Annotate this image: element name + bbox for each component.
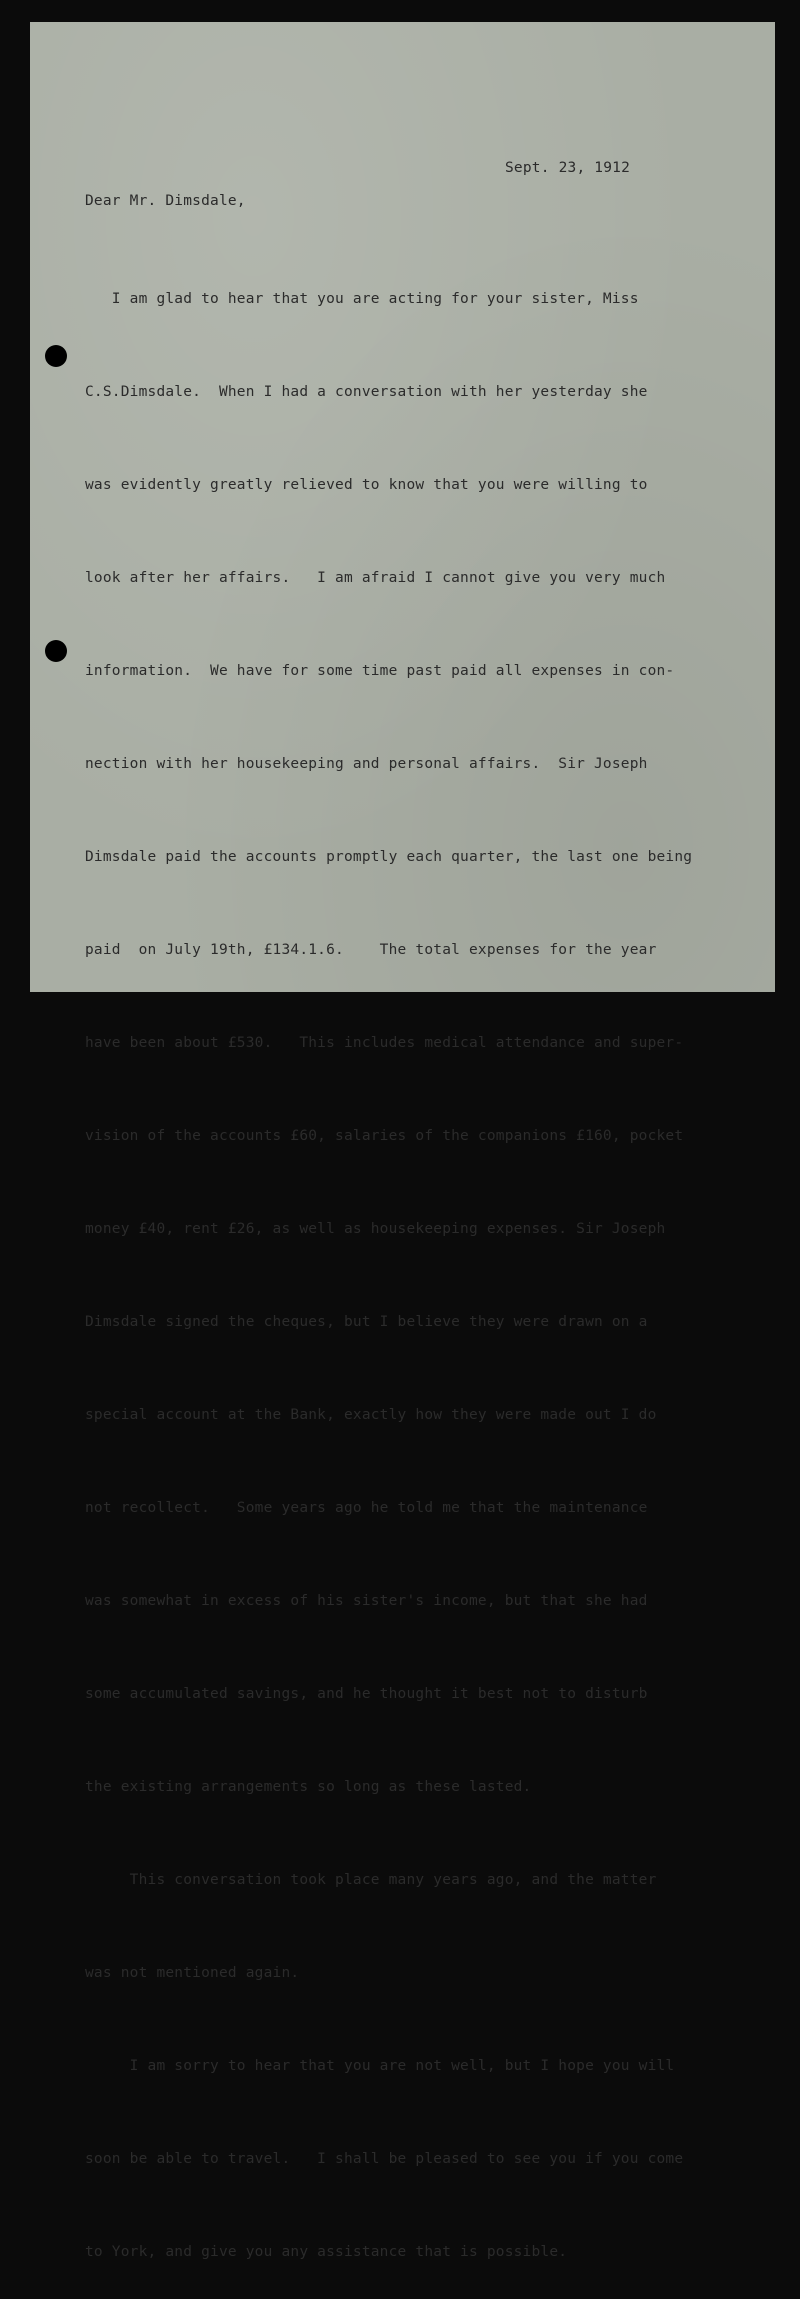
body-line: not recollect. Some years ago he told me that the maintenance <box>85 1500 648 1516</box>
letter-salutation: Dear Mr. Dimsdale, <box>85 193 246 209</box>
body-line: information. We have for some time past paid all expenses in con- <box>85 663 675 679</box>
letter-date: Sept. 23, 1912 <box>505 160 631 176</box>
punch-hole-bottom <box>45 640 67 662</box>
body-line: was evidently greatly relieved to know that you were willing to <box>85 477 648 493</box>
body-line: money £40, rent £26, as well as housekeeping expenses. Sir Joseph <box>85 1221 666 1237</box>
body-line: was somewhat in excess of his sister's income, but that she had <box>85 1593 648 1609</box>
body-line: This conversation took place many years ago, and the matter <box>85 1872 657 1888</box>
letter-body <box>85 222 692 2299</box>
body-line: nection with her housekeeping and personal affairs. Sir Joseph <box>85 756 648 772</box>
body-line: look after her affairs. I am afraid I cannot give you very much <box>85 570 666 586</box>
body-line: paid on July 19th, £134.1.6. The total expenses for the year <box>85 942 657 958</box>
body-line: Dimsdale paid the accounts promptly each quarter, the last one being <box>85 849 693 865</box>
body-line: the existing arrangements so long as these lasted. <box>85 1779 532 1795</box>
body-line: I am sorry to hear that you are not well, but I hope you will <box>85 2058 675 2074</box>
body-line: some accumulated savings, and he thought it best not to disturb <box>85 1686 648 1702</box>
body-line: have been about £530. This includes medical attendance and super- <box>85 1035 684 1051</box>
body-line: special account at the Bank, exactly how they were made out I do <box>85 1407 657 1423</box>
body-line: to York, and give you any assistance that is possible. <box>85 2244 568 2260</box>
body-line: Dimsdale signed the cheques, but I believe they were drawn on a <box>85 1314 648 1330</box>
body-line: I am glad to hear that you are acting for your sister, Miss <box>85 291 639 307</box>
body-line: C.S.Dimsdale. When I had a conversation with her yesterday she <box>85 384 648 400</box>
body-line: soon be able to travel. I shall be pleased to see you if you come <box>85 2151 684 2167</box>
body-line: vision of the accounts £60, salaries of the companions £160, pocket <box>85 1128 684 1144</box>
body-line: was not mentioned again. <box>85 1965 300 1981</box>
punch-hole-top <box>45 345 67 367</box>
